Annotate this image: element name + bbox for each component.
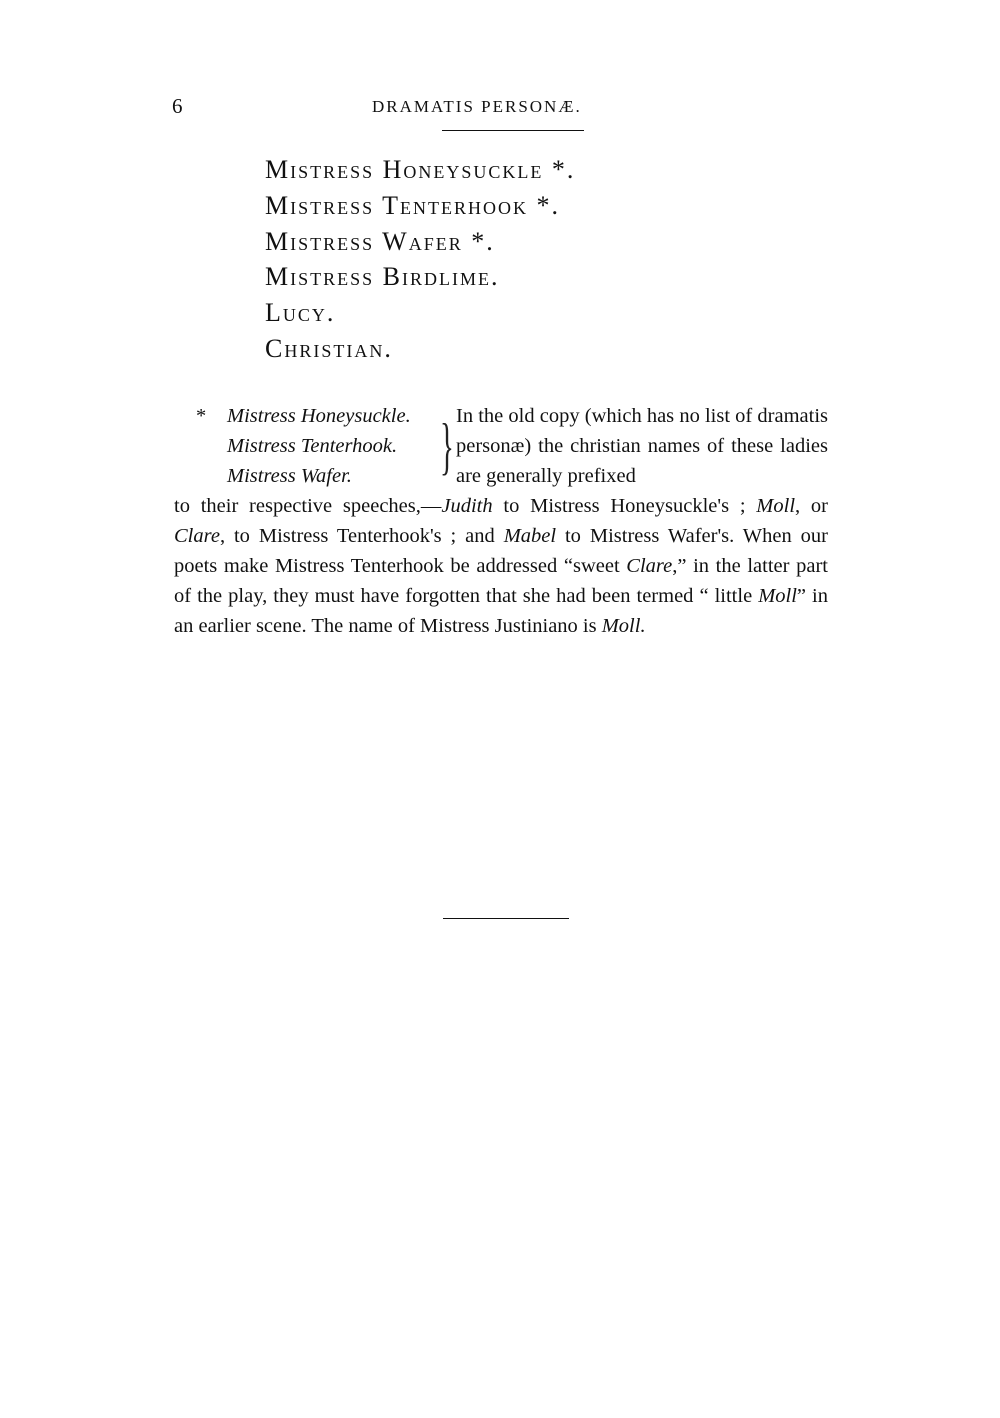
cast-item-wafer: Mistress Wafer *.	[265, 226, 495, 256]
footnote-head-text: In the old copy (which has no list of dramatis personæ) the christian names of these ladies are generally prefixed	[456, 405, 828, 487]
footnote-italic-name: Moll	[756, 495, 796, 517]
cast-list	[265, 152, 575, 367]
page-number: 6	[172, 94, 183, 118]
footnote-italic-name: Clare	[626, 555, 673, 577]
footnote-marker: *	[196, 405, 207, 427]
footnote-italic-name: Mabel	[503, 525, 557, 547]
footnote-head	[174, 401, 828, 491]
footnote-text: , or	[795, 495, 828, 517]
cast-item-lucy: Lucy.	[265, 298, 336, 328]
footnote-body	[174, 491, 828, 641]
footnote-names	[227, 401, 411, 491]
footnote-text: to Mistress Wafer's. When our poets make Mistress Tenterhook be addressed “sweet	[174, 525, 828, 577]
brace: }	[440, 410, 454, 481]
cast-item-christian: Christian.	[265, 333, 393, 363]
footnote-name: Mistress Tenterhook.	[227, 435, 398, 457]
header-rule	[442, 130, 584, 131]
cast-item-honeysuckle: Mistress Honeysuckle *.	[265, 155, 576, 184]
footnote	[174, 401, 828, 641]
footnote-text: ” in an earlier scene. The name of Mistress Justiniano is	[174, 585, 828, 637]
end-rule	[443, 918, 569, 919]
footnote-text: to their respective speeches,—	[174, 495, 442, 517]
footnote-name: Mistress Honeysuckle.	[227, 405, 411, 427]
footnote-name: Mistress Wafer.	[227, 465, 352, 487]
footnote-italic-name: Moll.	[601, 615, 646, 637]
footnote-text: , to Mistress Tenterhook's ; and	[219, 525, 504, 547]
running-title: DRAMATIS PERSONÆ.	[372, 97, 582, 116]
cast-item-birdlime: Mistress Birdlime.	[265, 262, 500, 292]
footnote-italic-name: Moll	[758, 585, 797, 607]
footnote-italic-name: Judith	[441, 495, 493, 517]
footnote-text: ,” in the latter part of the play, they must have forgotten that she had been termed “ little	[174, 555, 828, 607]
footnote-text: to Mistress Honeysuckle's ;	[492, 495, 757, 517]
footnote-italic-name: Clare	[174, 525, 220, 547]
cast-item-tenterhook: Mistress Tenterhook *.	[265, 190, 561, 220]
